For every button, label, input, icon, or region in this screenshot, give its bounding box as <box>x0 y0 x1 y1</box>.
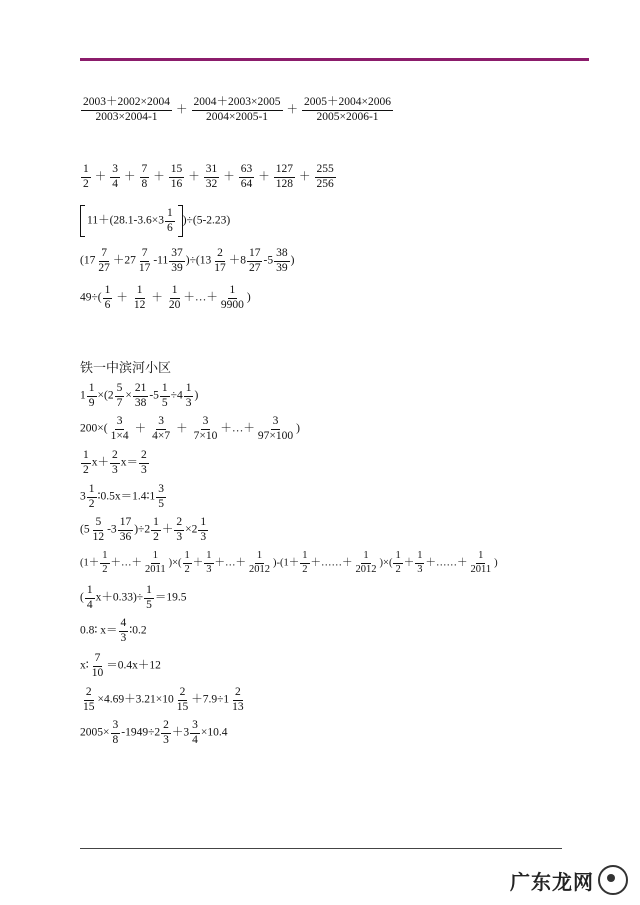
fraction: $\frac{15}{16}$ <box>170 163 183 190</box>
fraction: $\frac{38}{39}$ <box>276 247 288 274</box>
fraction: $\frac{1}{5}$ <box>161 382 168 409</box>
fraction: $\frac{2003+2002\times 2004}{2003\times 2004-1}$ <box>83 96 170 123</box>
fraction: $\frac{31}{32}$ <box>205 163 218 190</box>
fraction: $\frac{17}{27}$ <box>248 247 261 274</box>
fraction: $\frac{1}{3}$ <box>417 550 423 575</box>
fraction: $\frac{1}{9}$ <box>88 382 95 409</box>
fraction: $\frac{7}{10}$ <box>91 652 104 679</box>
problem-line-15: $\frac{2}{15}$ ×4.69＋3.21×10 $\frac{2}{15}$ ＋7.9÷1 $\frac{2}{13}$ <box>83 686 244 713</box>
fraction: $\frac{1}{2}$ <box>153 516 159 543</box>
fraction: $\frac{1}{2011}$ <box>145 550 166 575</box>
camera-icon <box>598 865 628 895</box>
fraction: $\frac{3}{4\times 7}$ <box>152 415 171 442</box>
fraction: $\frac{2005+2004\times 2006}{2005\times 2006-1}$ <box>304 96 391 123</box>
problem-line-3: 11＋(28.1-3.6×3 $\frac{1}{6}$ )÷(5-2.23) <box>80 205 230 237</box>
fraction: $\frac{4}{3}$ <box>120 617 127 644</box>
fraction: $\frac{1}{2}$ <box>184 550 190 575</box>
fraction: $\frac{2}{15}$ <box>83 686 95 713</box>
problem-line-8: $\frac{1}{2}$ x＋ $\frac{2}{3}$ x＝ $\frac{2}{3}$ <box>83 449 147 476</box>
fraction: $\frac{3}{4}$ <box>192 719 198 746</box>
fraction: $\frac{3}{5}$ <box>158 483 164 510</box>
fraction: $\frac{1}{20}$ <box>168 284 181 311</box>
fraction: $\frac{1}{2}$ <box>83 449 89 476</box>
fraction: $\frac{1}{6}$ <box>104 284 111 311</box>
problem-line-11: (1＋ $\frac{1}{2}$ ＋…＋ $\frac{1}{2011}$ )×( $\frac{1}{2}$ ＋ $\frac{1}{3}$ ＋…＋ $\frac{1}{2012}$ )-(1＋ $\frac{1}{2}$ ＋……＋ $\frac{1}{2012}$ )×( $\frac{1}{2}$ ＋ $\frac{1}{3}$ ＋……＋ $\frac{1}{2011}$ ) <box>80 550 498 575</box>
left-bracket <box>80 205 85 237</box>
fraction: $\frac{17}{36}$ <box>119 516 132 543</box>
fraction: $\frac{2004+2003\times 2005}{2004\times 2005-1}$ <box>193 96 281 123</box>
section-heading: 铁一中滨河小区 <box>80 361 172 376</box>
fraction: $\frac{2}{13}$ <box>232 686 244 713</box>
fraction: $\frac{21}{38}$ <box>134 382 147 409</box>
problem-line-10: (5 $\frac{5}{12}$ -3 $\frac{17}{36}$ )÷2 $\frac{1}{2}$ ＋ $\frac{2}{3}$ ×2 $\frac{1}{3}$ <box>80 516 207 543</box>
fraction: $\frac{1}{3}$ <box>206 550 212 575</box>
fraction: $\frac{5}{7}$ <box>116 382 123 409</box>
problem-line-7: 200×( $\frac{3}{1\times 4}$ ＋ $\frac{3}{4\times 7}$ ＋ $\frac{3}{7\times 10}$ ＋…＋ $\frac{3}{97\times 100}$ ) <box>80 415 300 442</box>
footer-rule <box>80 848 562 849</box>
problem-line-6: 1 $\frac{1}{9}$ ×(2 $\frac{5}{7}$ × $\frac{21}{38}$ -5 $\frac{1}{5}$ ÷4 $\frac{1}{3}$ ) <box>80 382 199 409</box>
fraction: $\frac{1}{2012}$ <box>355 550 377 575</box>
fraction: $\frac{3}{4}$ <box>112 163 118 190</box>
fraction: $\frac{1}{2}$ <box>102 550 108 575</box>
fraction: $\frac{37}{39}$ <box>171 247 183 274</box>
fraction: $\frac{1}{2012}$ <box>249 550 271 575</box>
fraction: $\frac{2}{3}$ <box>176 516 183 543</box>
fraction: $\frac{7}{27}$ <box>98 247 110 274</box>
fraction: $\frac{3}{1\times 4}$ <box>110 415 129 442</box>
fraction: $\frac{1}{2}$ <box>302 550 308 575</box>
fraction: $\frac{1}{2}$ <box>395 550 401 575</box>
fraction: $\frac{1}{5}$ <box>146 584 152 611</box>
problem-line-13: 0.8∶ x＝ $\frac{4}{3}$ ∶0.2 <box>80 617 147 644</box>
problem-line-12: ( $\frac{1}{4}$ x＋0.33)÷ $\frac{1}{5}$ ＝19.5 <box>80 584 187 611</box>
fraction: $\frac{5}{12}$ <box>92 516 105 543</box>
fraction: $\frac{1}{6}$ <box>166 207 173 234</box>
problem-line-4: (17 $\frac{7}{27}$ ＋27 $\frac{7}{17}$ -11 $\frac{37}{39}$ )÷(13 $\frac{2}{17}$ ＋8 $\frac{17}{27}$ -5 $\frac{38}{39}$ ) <box>80 247 295 274</box>
fraction: $\frac{1}{2011}$ <box>470 550 492 575</box>
fraction: $\frac{1}{2}$ <box>88 483 95 510</box>
fraction: $\frac{2}{3}$ <box>141 449 147 476</box>
fraction: $\frac{2}{3}$ <box>112 449 118 476</box>
problem-line-9: 3 $\frac{1}{2}$ ∶0.5x＝1.4∶1 $\frac{3}{5}$ <box>80 483 164 510</box>
fraction: $\frac{1}{12}$ <box>133 284 146 311</box>
problem-line-14: x∶ $\frac{7}{10}$ ＝0.4x＋12 <box>80 652 161 679</box>
fraction: $\frac{1}{3}$ <box>200 516 207 543</box>
problem-line-16: 2005× $\frac{3}{8}$ -1949÷2 $\frac{2}{3}$ ＋3 $\frac{3}{4}$ ×10.4 <box>80 719 228 746</box>
fraction: $\frac{3}{8}$ <box>112 719 119 746</box>
fraction: $\frac{1}{3}$ <box>185 382 192 409</box>
fraction: $\frac{2}{3}$ <box>163 719 169 746</box>
watermark-text: 广东龙网 <box>510 869 594 894</box>
fraction: $\frac{1}{4}$ <box>86 584 93 611</box>
problem-line-1: $\frac{2003+2002\times 2004}{2003\times 2004-1}$ ＋ $\frac{2004+2003\times 2005}{2004\times 2005-1}$ ＋ $\frac{2005+2004\times 2006}{2005\times 2006-1}$ <box>83 96 391 123</box>
watermark <box>510 865 628 895</box>
fraction: $\frac{7}{17}$ <box>138 247 151 274</box>
fraction: $\frac{7}{8}$ <box>141 163 148 190</box>
fraction: $\frac{255}{256}$ <box>316 163 334 190</box>
fraction: $\frac{63}{64}$ <box>240 163 253 190</box>
fraction: $\frac{1}{2}$ <box>83 163 89 190</box>
fraction: $\frac{127}{128}$ <box>275 163 293 190</box>
fraction: $\frac{3}{7\times 10}$ <box>193 415 218 442</box>
problem-line-2: $\frac{1}{2}$ ＋ $\frac{3}{4}$ ＋ $\frac{7}{8}$ ＋ $\frac{15}{16}$ ＋ $\frac{31}{32}$ ＋ $\frac{63}{64}$ ＋ $\frac{127}{128}$ ＋ $\frac{255}{256}$ <box>83 163 334 190</box>
fraction: $\frac{2}{15}$ <box>176 686 189 713</box>
fraction: $\frac{2}{17}$ <box>214 247 226 274</box>
fraction: $\frac{1}{9900}$ <box>220 284 244 311</box>
header-rule <box>80 58 589 61</box>
fraction: $\frac{3}{97\times 100}$ <box>257 415 294 442</box>
problem-line-5: 49÷( $\frac{1}{6}$ ＋ $\frac{1}{12}$ ＋ $\frac{1}{20}$ ＋…＋ $\frac{1}{9900}$ ) <box>80 284 251 311</box>
